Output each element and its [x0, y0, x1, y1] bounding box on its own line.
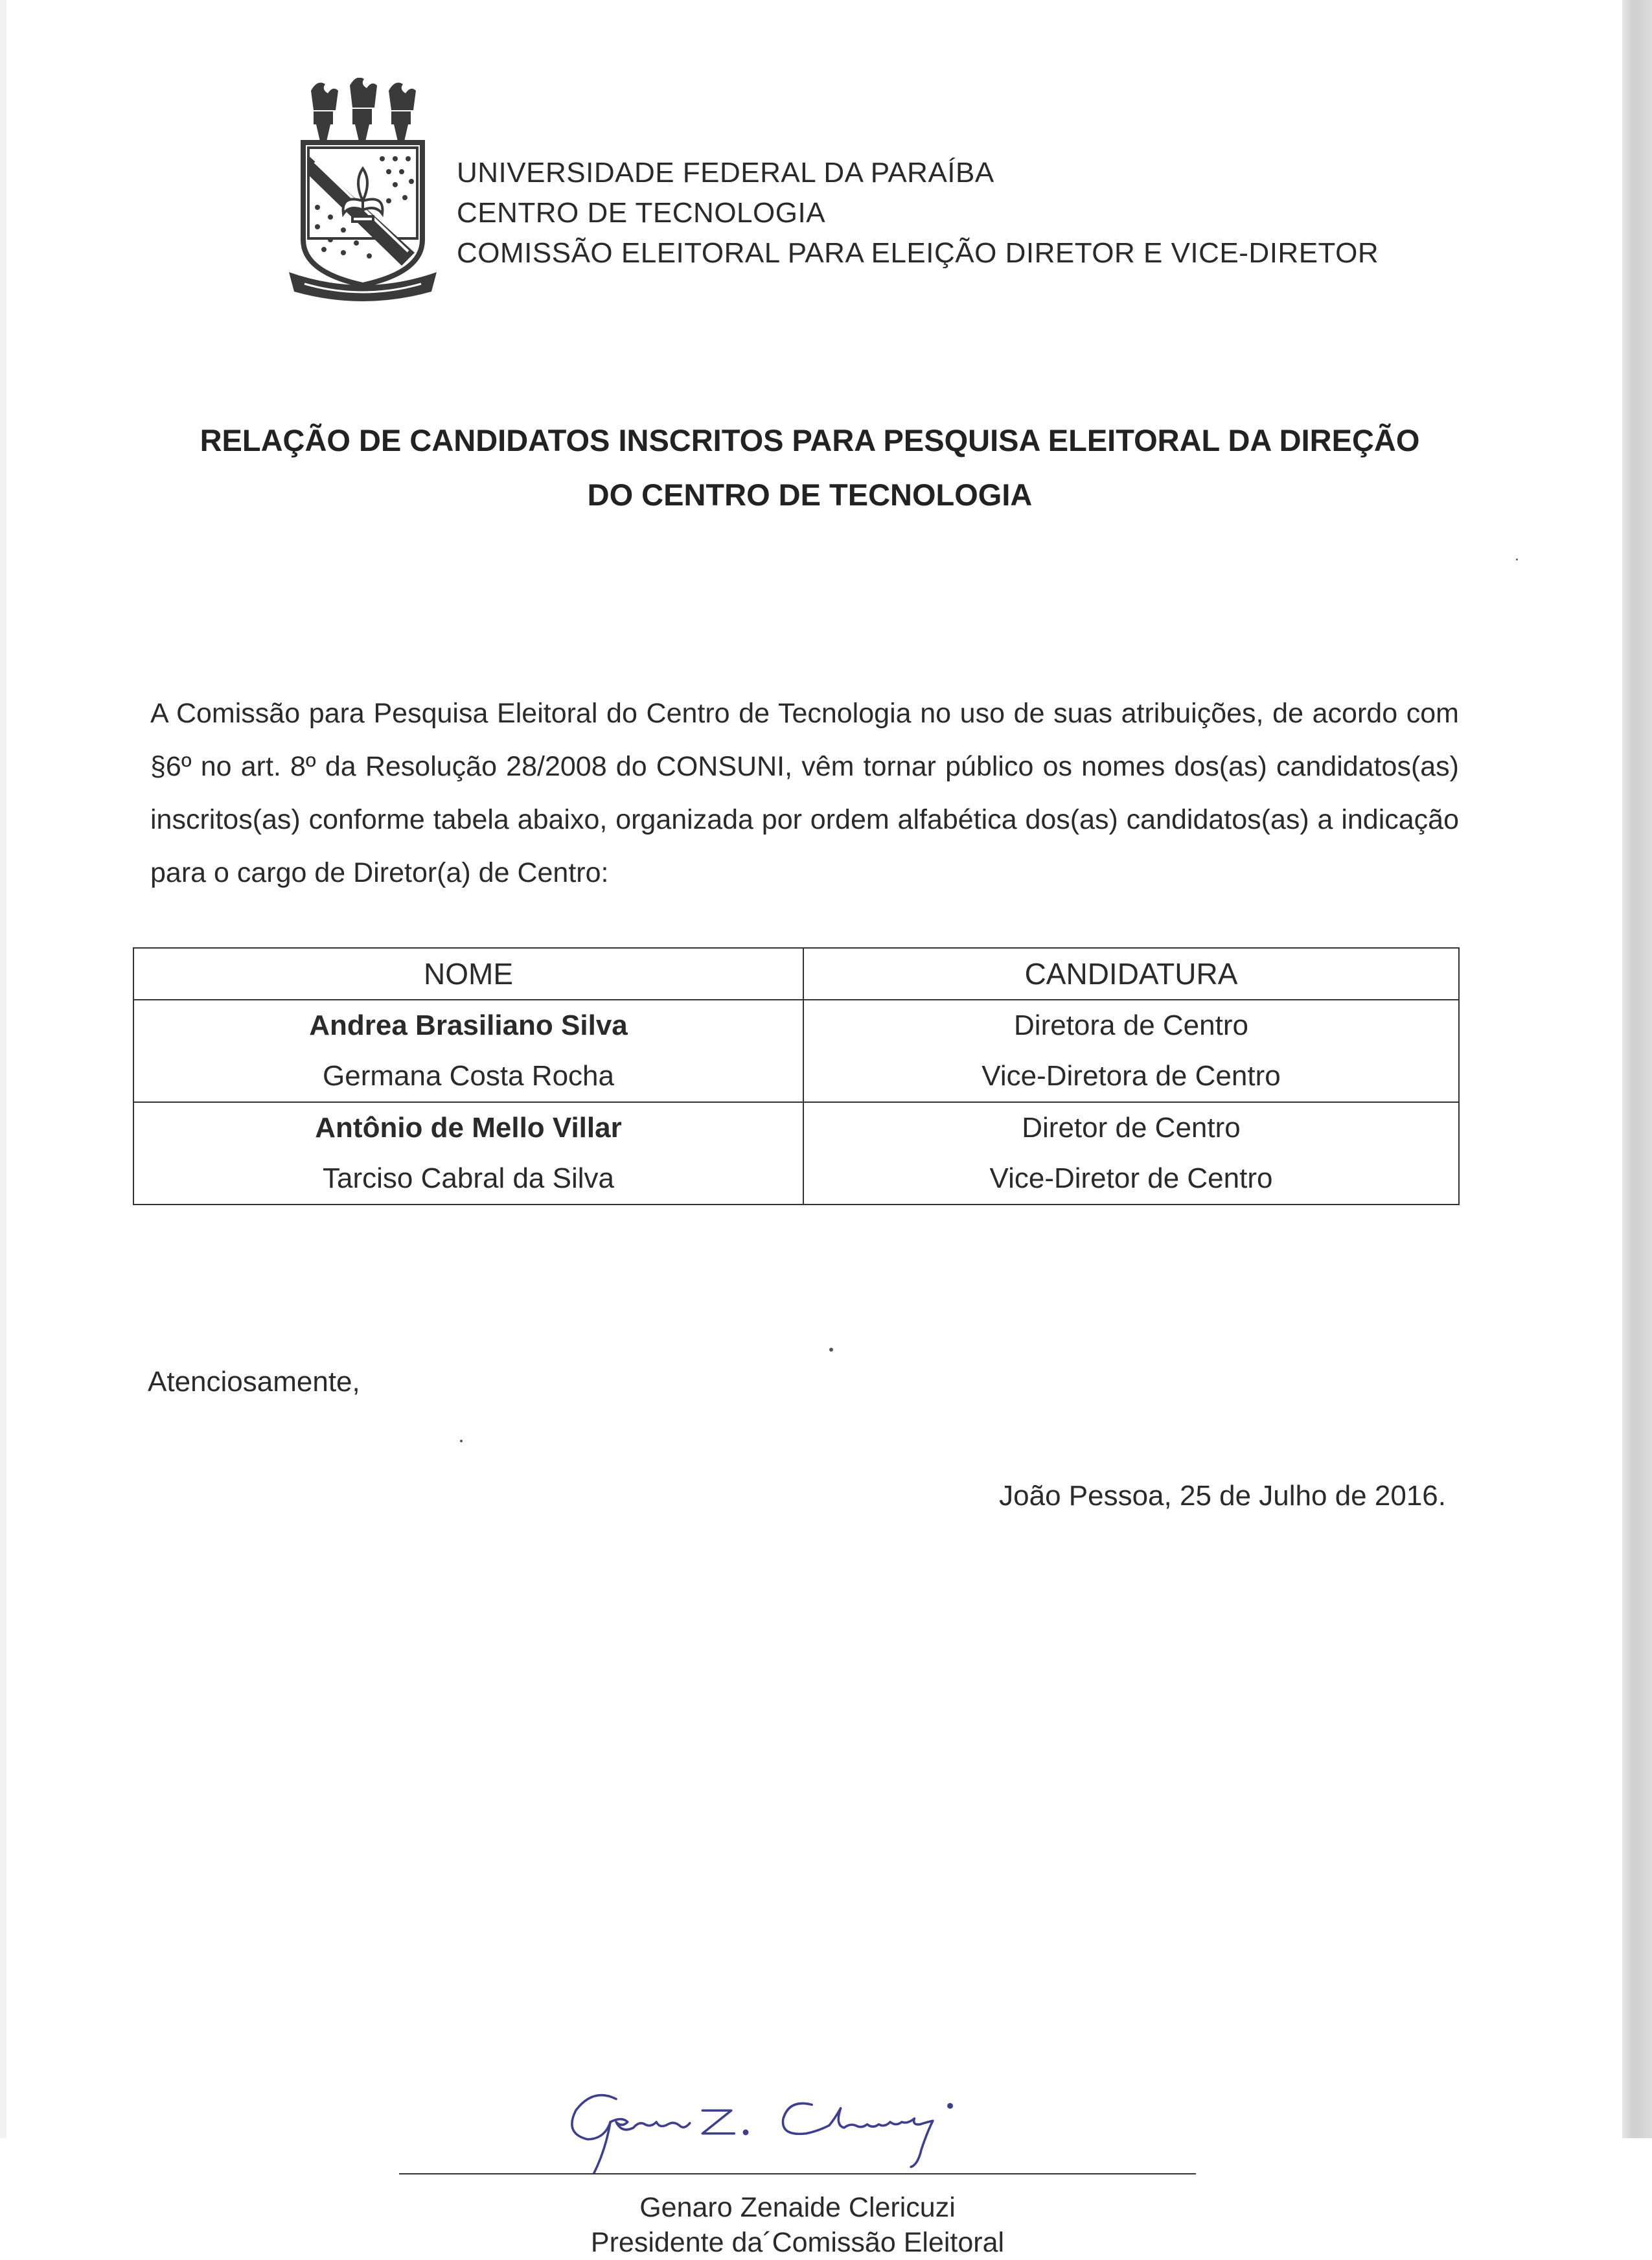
title-line-2: DO CENTRO DE TECNOLOGIA [587, 478, 1033, 512]
document-title [130, 413, 1490, 522]
candidates-table [133, 947, 1460, 1205]
candidate-roles-cell [803, 1102, 1459, 1205]
handwritten-signature-icon [399, 2070, 1196, 2174]
candidate-names-cell [133, 1102, 803, 1205]
institution-header [457, 153, 1379, 273]
signer-role: Presidente da´Comissão Eleitoral [590, 2227, 1005, 2258]
candidate-names-cell [133, 1000, 803, 1102]
body-paragraph: A Comissão para Pesquisa Eleitoral do Centro de Tecnologia no uso de suas atribuições, de acordo com §6º no art. 8º da Resolução 28/2008 do CONSUNI, vêm tornar público os nomes dos(as) candidatos(as) inscritos(as) conforme tabela abaixo, organizada por ordem alfabética dos(as) candidatos(as) a indicação para o cargo de Diretor(a) de Centro: [150, 698, 1459, 888]
place-and-date: João Pessoa, 25 de Julho de 2016. [999, 1480, 1446, 1512]
signer-block [399, 2190, 1196, 2260]
candidate-name: Germana Costa Rocha [323, 1060, 614, 1092]
scan-right-edge [1622, 0, 1652, 2138]
table-row [133, 1102, 1459, 1205]
header-center: CENTRO DE TECNOLOGIA [457, 197, 826, 229]
table-row [133, 1000, 1459, 1102]
candidate-roles-cell [803, 1000, 1459, 1102]
ufpb-crest-icon [285, 78, 441, 311]
signature-line [399, 2173, 1196, 2174]
scan-speck [1516, 559, 1518, 560]
table-header-row [133, 948, 1459, 1000]
candidate-name: Antônio de Mello Villar [315, 1112, 622, 1144]
candidate-role: Vice-Diretor de Centro [989, 1162, 1273, 1194]
signer-name: Genaro Zenaide Clericuzi [639, 2192, 956, 2223]
column-header-candidatura: CANDIDATURA [803, 948, 1459, 1000]
header-university: UNIVERSIDADE FEDERAL DA PARAÍBA [457, 157, 994, 189]
candidate-role: Diretor de Centro [1022, 1112, 1241, 1144]
closing-salutation: Atenciosamente, [148, 1366, 360, 1398]
scan-speck [460, 1440, 463, 1442]
title-line-1: RELAÇÃO DE CANDIDATOS INSCRITOS PARA PESQUISA ELEITORAL DA DIREÇÃO [200, 423, 1420, 457]
candidate-role: Vice-Diretora de Centro [981, 1060, 1281, 1092]
scan-speck [829, 1348, 833, 1352]
column-header-nome: NOME [133, 948, 803, 1000]
header-commission: COMISSÃO ELEITORAL PARA ELEIÇÃO DIRETOR E VICE-DIRETOR [457, 237, 1379, 269]
candidate-role: Diretora de Centro [1014, 1009, 1248, 1041]
candidate-name: Andrea Brasiliano Silva [309, 1009, 628, 1041]
candidate-name: Tarciso Cabral da Silva [323, 1162, 614, 1194]
